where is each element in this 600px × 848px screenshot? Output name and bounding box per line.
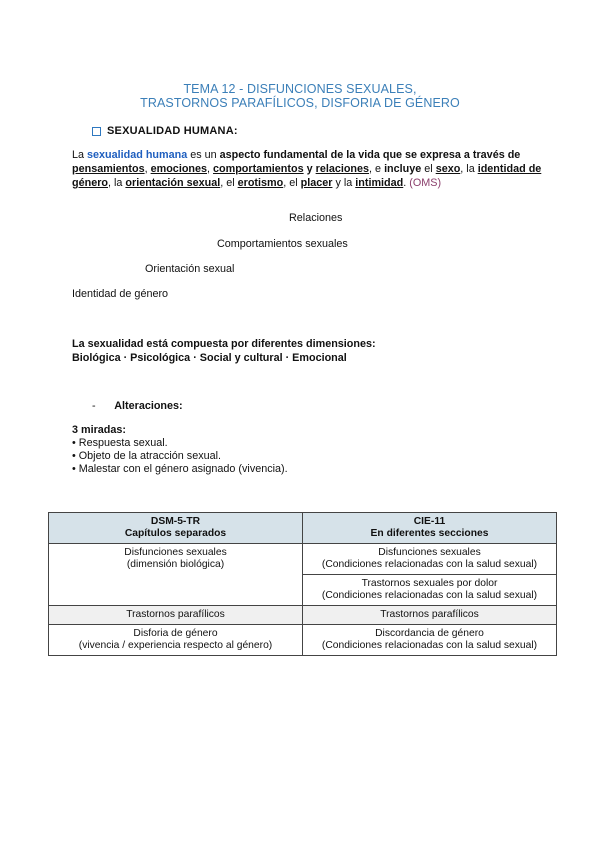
miradas-block — [72, 424, 288, 476]
table-row — [49, 544, 557, 575]
cell-dsm-parafilicos: Trastornos parafílicos — [49, 606, 303, 625]
staircase-item-orientacion: Orientación sexual — [145, 263, 235, 275]
miradas-heading: 3 miradas: — [72, 424, 127, 436]
dimensions-block — [72, 337, 376, 365]
list-item: • Objeto de la atracción sexual. — [72, 450, 222, 462]
title-line-1: TEMA 12 - DISFUNCIONES SEXUALES, — [183, 82, 417, 96]
cell-dsm-disfunciones: Disfunciones sexuales (dimensión biológica) — [49, 544, 303, 606]
alteraciones-label: Alteraciones: — [114, 400, 183, 412]
header-dsm: DSM-5-TR Capítulos separados — [49, 513, 303, 544]
table-row — [49, 625, 557, 656]
list-item: • Malestar con el género asignado (vivencia). — [72, 463, 288, 475]
title-line-2: TRASTORNOS PARAFÍLICOS, DISFORIA DE GÉNERO — [140, 96, 460, 110]
staircase-item-identidad: Identidad de género — [72, 288, 169, 300]
staircase-item-comportamientos: Comportamientos sexuales — [217, 238, 348, 250]
list-dash: - — [92, 400, 96, 412]
intro-paragraph: La sexualidad humana es un aspecto fundamental de la vida que se expresa a través de pensamientos, emociones, comportamientos y relaciones, e incluye el sexo, la identidad de género, la orientación sexual, el erotismo, el placer y la intimidad. (OMS) — [72, 149, 542, 189]
dimensions-line-2: Biológica · Psicológica · Social y cultural · Emocional — [72, 352, 347, 364]
dimensions-line-1: La sexualidad está compuesta por diferentes dimensiones: — [72, 338, 376, 350]
checkbox-icon — [92, 127, 101, 136]
section-heading — [92, 125, 238, 137]
page-title — [0, 82, 600, 110]
alteraciones-item — [92, 400, 183, 412]
comparison-table — [48, 512, 557, 656]
table-header-row — [49, 513, 557, 544]
cell-cie-discordancia: Discordancia de género (Condiciones relacionadas con la salud sexual) — [303, 625, 557, 656]
header-cie: CIE-11 En diferentes secciones — [303, 513, 557, 544]
section-heading-text: SEXUALIDAD HUMANA: — [107, 125, 238, 137]
cell-cie-disfunciones: Disfunciones sexuales (Condiciones relacionadas con la salud sexual) — [303, 544, 557, 575]
cell-cie-dolor: Trastornos sexuales por dolor (Condiciones relacionadas con la salud sexual) — [303, 575, 557, 606]
cell-cie-parafilicos: Trastornos parafílicos — [303, 606, 557, 625]
staircase-item-relaciones: Relaciones — [289, 212, 343, 224]
table-row — [49, 606, 557, 625]
cell-dsm-disforia: Disforia de género (vivencia / experiencia respecto al género) — [49, 625, 303, 656]
list-item: • Respuesta sexual. — [72, 437, 168, 449]
